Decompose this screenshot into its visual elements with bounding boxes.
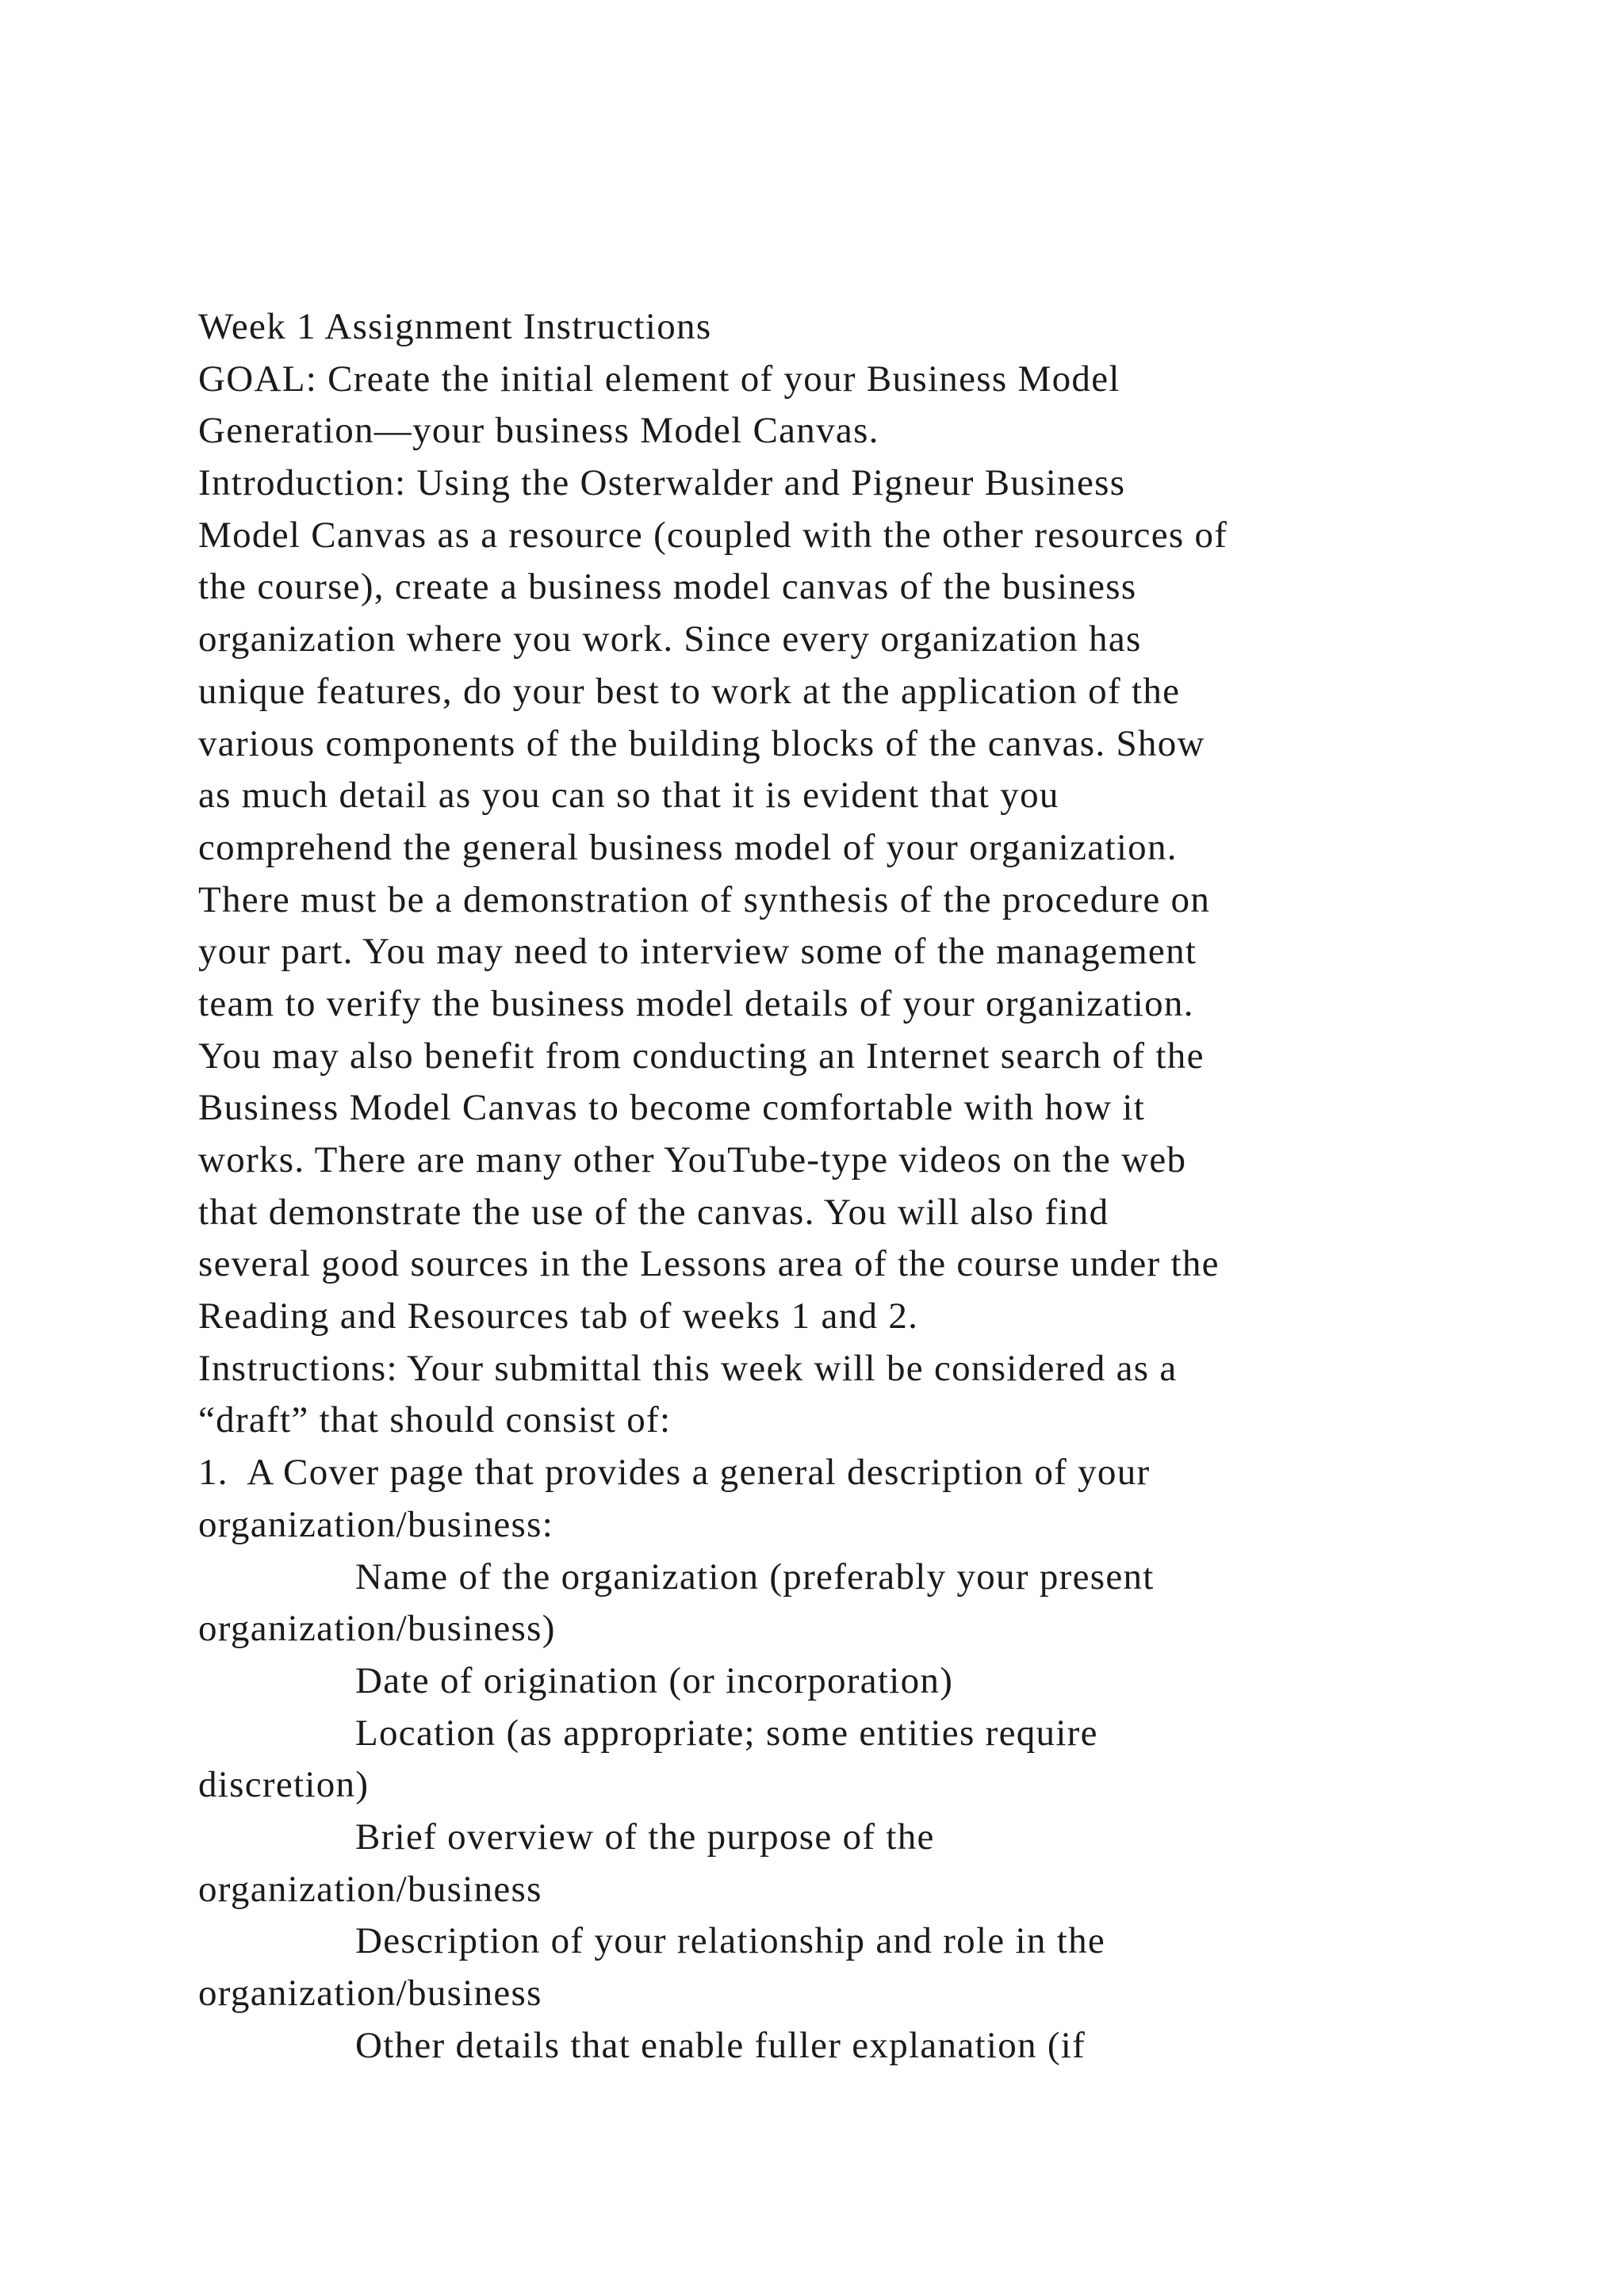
sub-item-location: discretion) [198,1764,370,1806]
introduction-line: the course), create a business model canvas of the business [198,566,1137,608]
sub-item-relationship: Description of your relationship and role in the [355,1920,1106,1962]
list-item-cover-page: organization/business: [198,1503,554,1545]
sub-item-name: Name of the organization (preferably your present [355,1556,1155,1598]
document-title: Week 1 Assignment Instructions [198,306,712,347]
sub-item-other-details: Other details that enable fuller explanation (if [355,2024,1086,2066]
introduction-line: There must be a demonstration of synthesis of the procedure on [198,878,1211,920]
introduction-line: comprehend the general business model of your organization. [198,826,1178,868]
sub-item-location: Location (as appropriate; some entities require [355,1712,1098,1754]
introduction-line: various components of the building blocks of the canvas. Show [198,722,1205,764]
introduction-line: as much detail as you can so that it is evident that you [198,775,1059,817]
sub-item-relationship: organization/business [198,1973,542,2014]
sub-item-name: organization/business) [198,1608,556,1650]
document-body [198,301,1546,2072]
introduction-line: Business Model Canvas to become comfortable with how it [198,1087,1146,1129]
introduction-line: works. There are many other YouTube-type videos on the web [198,1139,1187,1181]
instructions-line: Instructions: Your submittal this week will be considered as a [198,1347,1178,1389]
sub-item-date: Date of origination (or incorporation) [355,1659,954,1701]
introduction-line: Reading and Resources tab of weeks 1 and 2. [198,1295,919,1337]
introduction-line: unique features, do your best to work at the application of the [198,670,1181,712]
introduction-line: that demonstrate the use of the canvas. You will also find [198,1191,1109,1233]
introduction-line: several good sources in the Lessons area of the course under the [198,1243,1220,1285]
goal-line: Generation—your business Model Canvas. [198,410,879,452]
introduction-line: You may also benefit from conducting an Internet search of the [198,1035,1205,1077]
instructions-line: “draft” that should consist of: [198,1399,672,1441]
introduction-line: your part. You may need to interview some of the management [198,931,1197,973]
introduction-line: organization where you work. Since every organization has [198,618,1142,660]
goal-line: GOAL: Create the initial element of your Business Model [198,358,1120,400]
introduction-line: Introduction: Using the Osterwalder and Pigneur Business [198,462,1126,504]
introduction-line: team to verify the business model details of your organization. [198,982,1194,1024]
sub-item-overview: Brief overview of the purpose of the [355,1816,935,1858]
introduction-line: Model Canvas as a resource (coupled with the other resources of [198,514,1228,556]
list-item-cover-page: 1. A Cover page that provides a general description of your [198,1452,1151,1494]
sub-item-overview: organization/business [198,1868,542,1910]
